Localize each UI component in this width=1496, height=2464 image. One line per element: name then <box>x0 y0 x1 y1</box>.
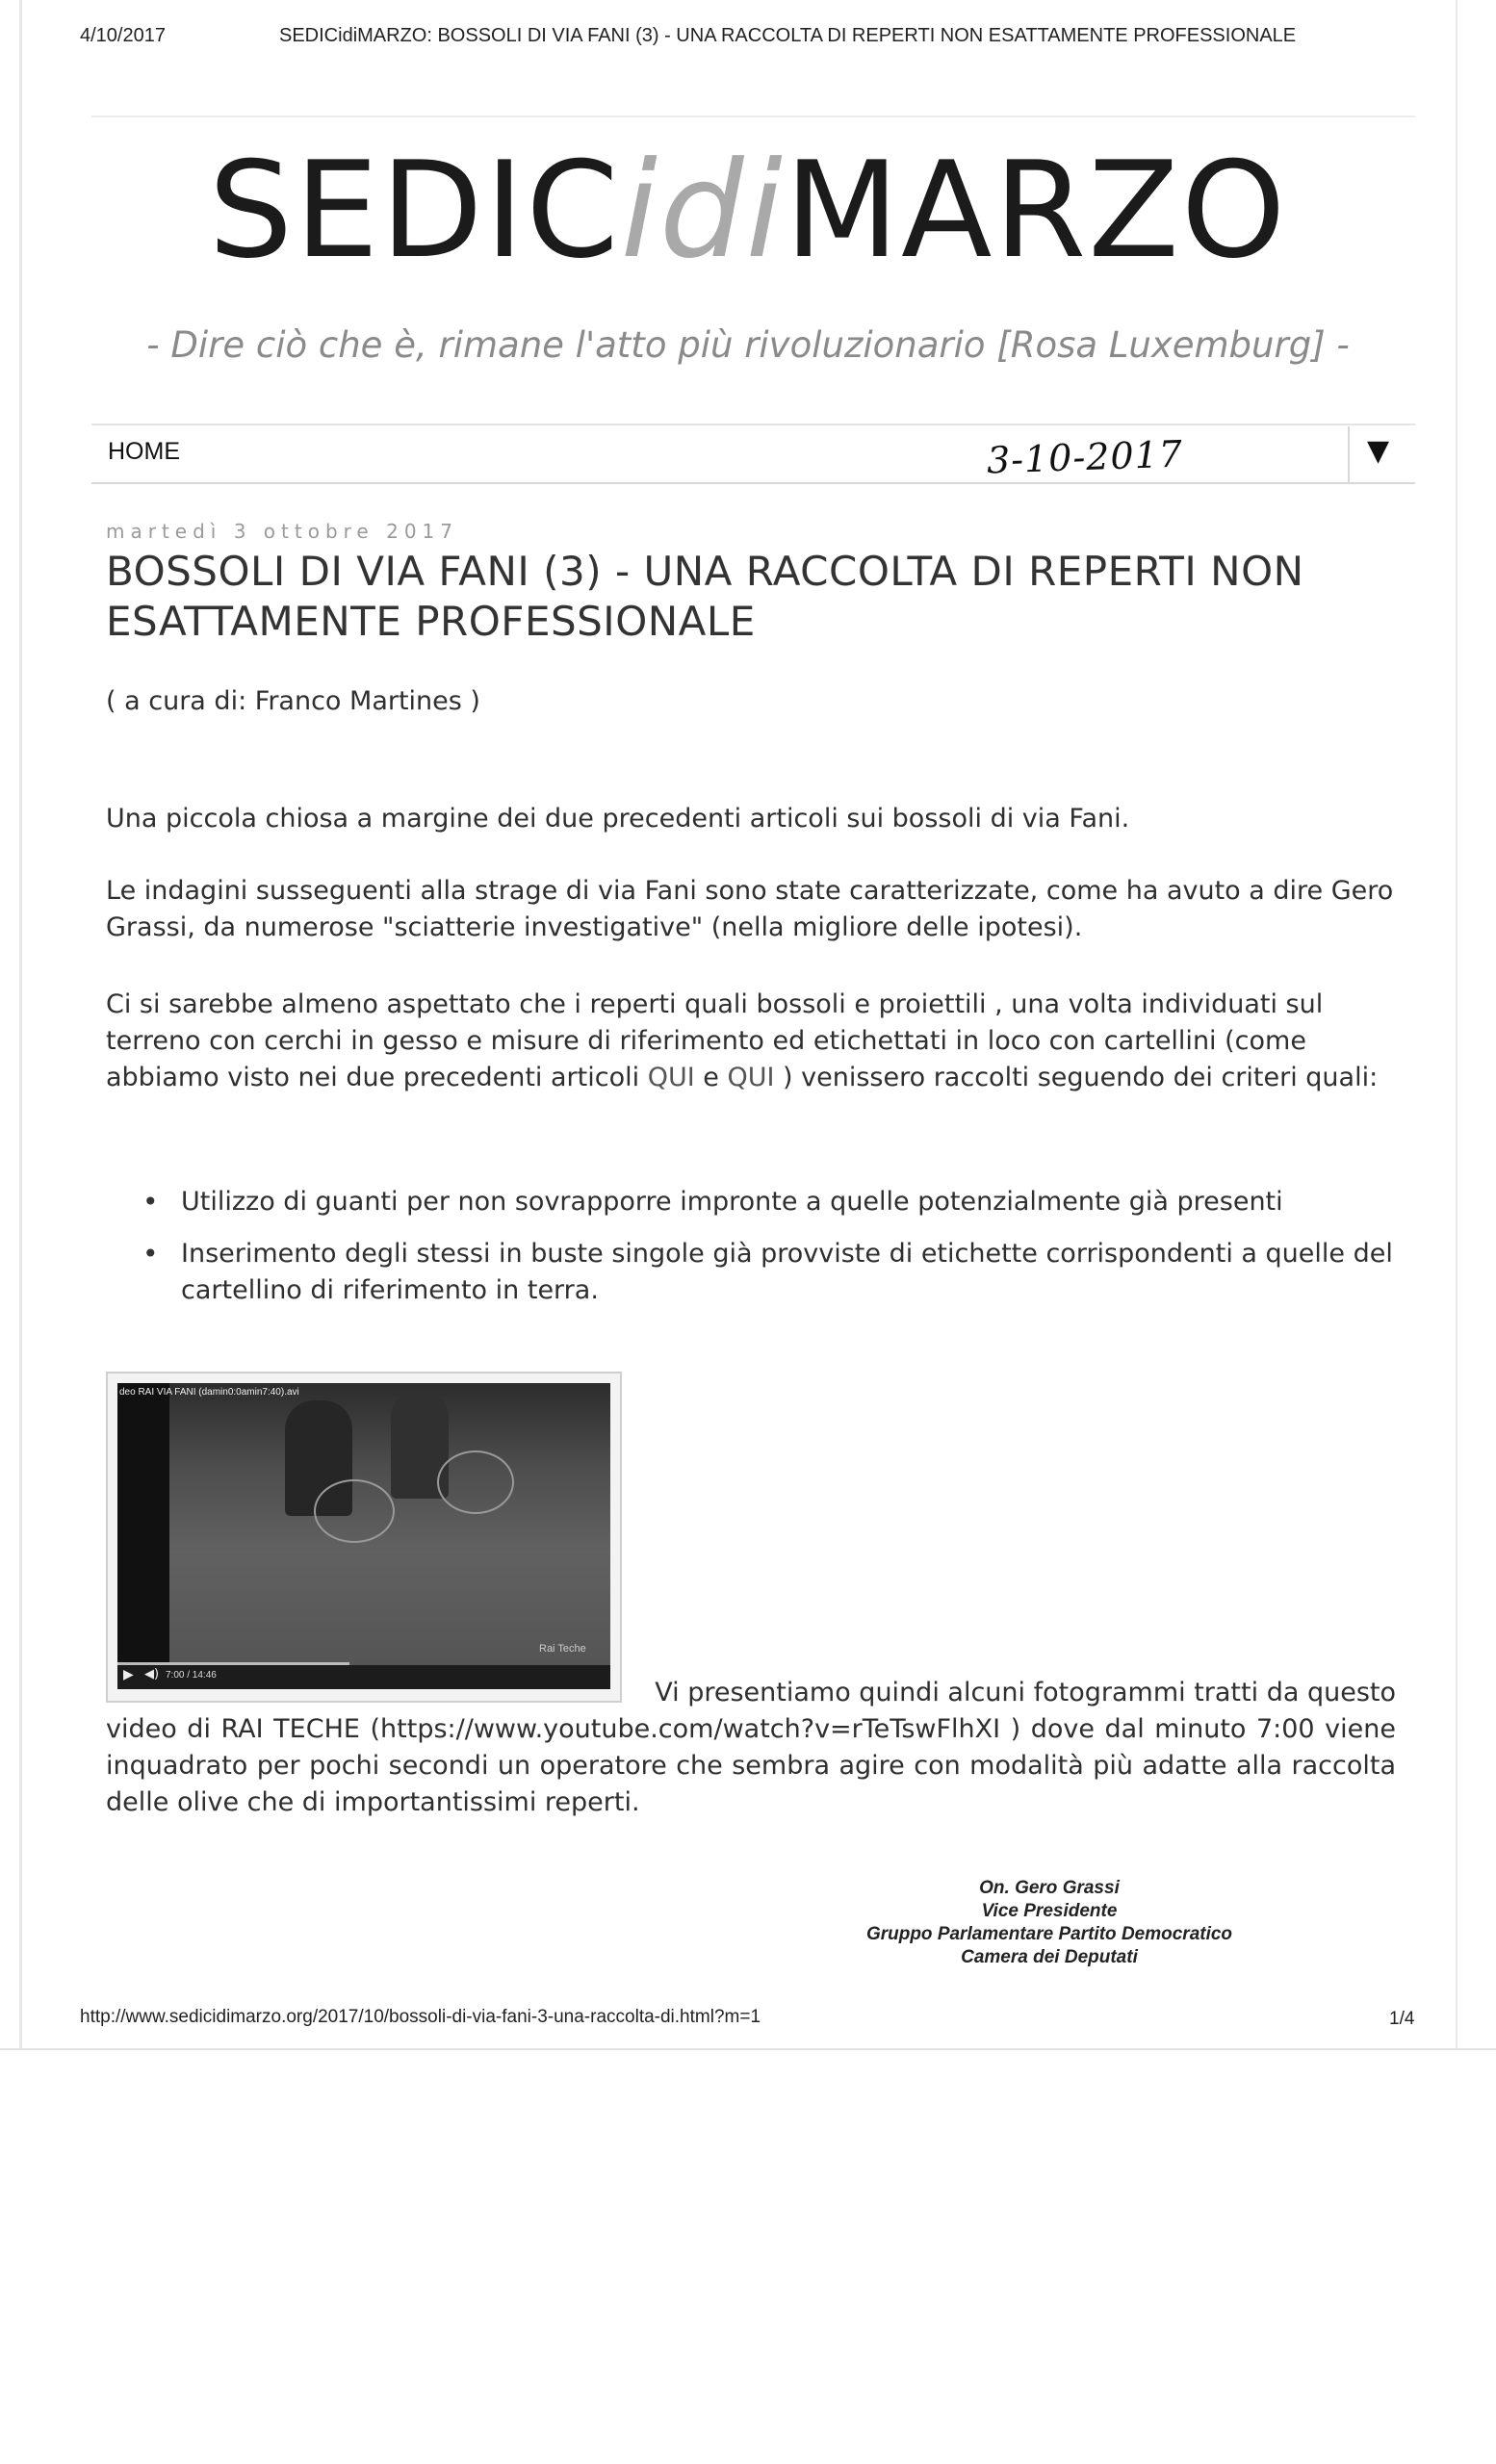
scan-edge-right <box>1456 0 1457 2050</box>
post-paragraph <box>106 987 1396 1096</box>
criteria-list <box>142 1184 1394 1324</box>
stamp-line: On. Gero Grassi <box>979 1878 1120 1898</box>
video-thumbnail-frame <box>106 1372 622 1703</box>
print-header-date: 4/10/2017 <box>80 25 166 46</box>
video-progress-fill <box>117 1662 349 1665</box>
divider <box>91 424 1415 425</box>
list-item: • Utilizzo di guanti per non sovrapporre impronte a quelle potenzialmente già presenti <box>142 1184 1394 1220</box>
scan-edge-left <box>19 0 22 2050</box>
scan-edge-bottom <box>0 2048 1496 2050</box>
highlight-circle <box>314 1479 395 1543</box>
stamp-line: Gruppo Parlamentare Partito Democratico <box>865 1924 1233 1944</box>
video-progress-bar[interactable] <box>117 1662 610 1665</box>
stamp-line: Camera dei Deputati <box>961 1947 1138 1967</box>
link-qui-1[interactable]: QUI <box>647 1063 695 1092</box>
print-footer-page: 1/4 <box>1389 2009 1415 2029</box>
list-item: • Inserimento degli stessi in buste singole già provviste di etichette corrispondenti a quelle del cartellino di riferimento in terra. <box>142 1236 1394 1309</box>
nav-home-link[interactable]: HOME <box>108 438 180 465</box>
print-header-title: SEDICidiMARZO: BOSSOLI DI VIA FANI (3) - UNA RACCOLTA DI REPERTI NON ESATTAMENTE PROFESSIONALE <box>279 25 1297 46</box>
caption-first-line: Vi presentiamo quindi alcuni fotogrammi tratti da questo <box>655 1678 1396 1707</box>
post-paragraph: Una piccola chiosa a margine dei due precedenti articoli sui bossoli di via Fani. <box>106 804 1130 834</box>
print-footer-url: http://www.sedicidimarzo.org/2017/10/bossoli-di-via-fani-3-una-raccolta-di.html?m=1 <box>80 2007 761 2027</box>
highlight-circle <box>437 1450 514 1514</box>
volume-icon[interactable]: ◀) <box>144 1667 160 1681</box>
blog-logo[interactable] <box>0 133 1496 288</box>
video-player[interactable] <box>117 1383 610 1689</box>
post-title: BOSSOLI DI VIA FANI (3) - UNA RACCOLTA DI REPERTI NON ESATTAMENTE PROFESSIONALE <box>106 548 1304 645</box>
paragraph-text: e <box>694 1063 728 1092</box>
video-watermark: Rai Teche <box>539 1643 586 1655</box>
link-qui-2[interactable]: QUI <box>727 1063 775 1092</box>
official-stamp <box>847 1877 1251 1969</box>
nav-separator <box>1348 426 1350 482</box>
logo-right: MARZO <box>784 133 1288 288</box>
post-paragraph: Le indagini susseguenti alla strage di via Fani sono state caratterizzate, come ha avuto a dire Gero Grassi, da numerose "sciatterie investigative" (nella migliore delle ipotesi). <box>106 876 1394 942</box>
video-caption <box>106 1675 1396 1821</box>
post-date: martedì 3 ottobre 2017 <box>106 520 458 543</box>
play-icon[interactable]: ▶ <box>123 1667 134 1682</box>
logo-mid: idi <box>620 133 785 288</box>
video-side-bar <box>117 1383 169 1689</box>
divider <box>91 116 1415 117</box>
paragraph-text: Ci si sarebbe almeno aspettato che i reperti quali bossoli e proiettili , una volta individuati sul terreno con cerchi in gesso e misure di riferimento ed etichettati in loco con cartellini (come abbiamo visto nei due precedenti articoli <box>106 989 1324 1092</box>
video-frame-image <box>169 1383 610 1662</box>
video-filename: deo RAI VIA FANI (damin0:0amin7:40).avi <box>119 1387 299 1398</box>
logo-left: SEDIC <box>208 133 621 288</box>
handwritten-date: 3-10-2017 <box>986 432 1184 482</box>
menu-dropdown-icon[interactable]: ▼ <box>1367 434 1390 468</box>
post-curator: ( a cura di: Franco Martines ) <box>106 686 480 716</box>
blog-tagline: - Dire ciò che è, rimane l'atto più rivoluzionario [Rosa Luxemburg] - <box>146 324 1350 366</box>
nav-bar <box>91 426 1415 484</box>
stamp-line: Vice Presidente <box>981 1901 1118 1921</box>
caption-text: video di RAI TECHE (https://www.youtube.com/watch?v=rTeTswFlhXI ) dove dal minuto 7:00 viene inquadrato per pochi secondi un operatore che sembra agire con modalità più adatte alla raccolta delle olive che di importantissimi reperti. <box>106 1714 1396 1817</box>
video-timecode: 7:00 / 14:46 <box>166 1670 217 1681</box>
paragraph-text: ) venissero raccolti seguendo dei criteri quali: <box>774 1063 1379 1092</box>
